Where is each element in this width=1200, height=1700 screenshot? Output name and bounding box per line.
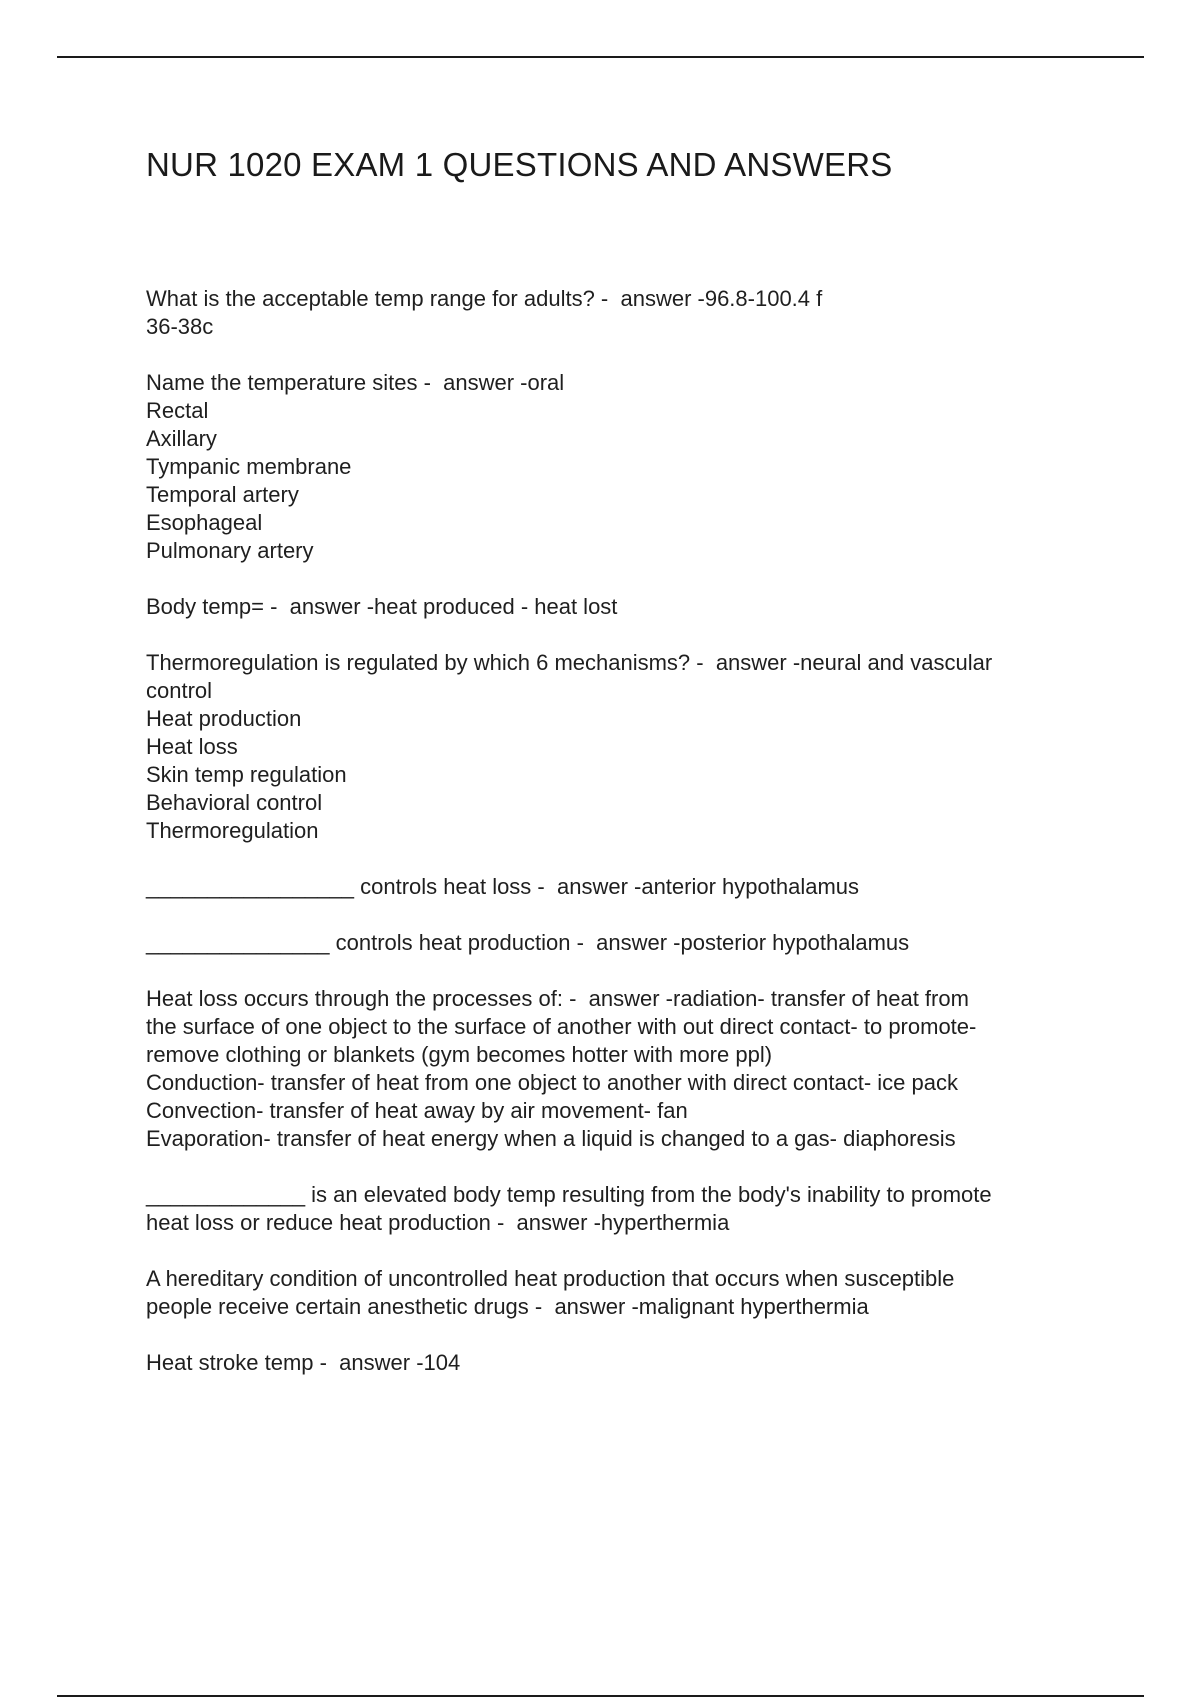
qa-answer-line: Convection- transfer of heat away by air movement- fan (146, 1098, 688, 1123)
qa-answer-line: people receive certain anesthetic drugs - answer -malignant hyperthermia (146, 1294, 869, 1319)
qa-answer-line: Behavioral control (146, 790, 323, 815)
qa-entry (146, 985, 1086, 1153)
qa-answer-line: Axillary (146, 426, 217, 451)
qa-answer-line: Heat loss (146, 734, 238, 759)
qa-answer-line: Rectal (146, 398, 209, 423)
qa-answer-line: the surface of one object to the surface of another with out direct contact- to promote- (146, 1014, 977, 1039)
top-rule (57, 56, 1144, 58)
qa-entry (146, 649, 1086, 845)
qa-answer-line: control (146, 678, 213, 703)
qa-entry (146, 1181, 1086, 1237)
qa-entry (146, 593, 1086, 621)
qa-answer-line: Conduction- transfer of heat from one object to another with direct contact- ice pack (146, 1070, 958, 1095)
qa-answer-line: Thermoregulation (146, 818, 319, 843)
qa-answer-line: remove clothing or blankets (gym becomes hotter with more ppl) (146, 1042, 773, 1067)
qa-answer-line: Esophageal (146, 510, 263, 535)
qa-question-line: _____________ is an elevated body temp resulting from the body's inability to promote (146, 1182, 992, 1207)
qa-answer-line: Temporal artery (146, 482, 299, 507)
qa-question-line: What is the acceptable temp range for adults? - answer -96.8-100.4 f (146, 286, 823, 311)
qa-entry (146, 929, 1086, 957)
qa-list (146, 285, 1086, 1405)
qa-entry (146, 1349, 1086, 1377)
qa-answer-line: Pulmonary artery (146, 538, 314, 563)
qa-entry (146, 369, 1086, 565)
qa-question-line: Heat stroke temp - answer -104 (146, 1350, 461, 1375)
qa-answer-line: Skin temp regulation (146, 762, 347, 787)
qa-answer-line: Evaporation- transfer of heat energy when a liquid is changed to a gas- diaphoresis (146, 1126, 956, 1151)
qa-question-line: Thermoregulation is regulated by which 6 mechanisms? - answer -neural and vascular (146, 650, 993, 675)
qa-question-line: Name the temperature sites - answer -oral (146, 370, 565, 395)
bottom-rule (57, 1695, 1144, 1697)
qa-entry (146, 1265, 1086, 1321)
qa-question-line: Heat loss occurs through the processes of: - answer -radiation- transfer of heat from (146, 986, 969, 1011)
qa-entry (146, 873, 1086, 901)
qa-question-line: _________________ controls heat loss - answer -anterior hypothalamus (146, 874, 860, 899)
qa-entry (146, 285, 1086, 341)
qa-answer-line: 36-38c (146, 314, 214, 339)
qa-question-line: Body temp= - answer -heat produced - heat lost (146, 594, 618, 619)
qa-question-line: _______________ controls heat production - answer -posterior hypothalamus (146, 930, 910, 955)
document-title: NUR 1020 EXAM 1 QUESTIONS AND ANSWERS (146, 146, 893, 183)
qa-question-line: A hereditary condition of uncontrolled heat production that occurs when susceptible (146, 1266, 955, 1291)
qa-answer-line: Heat production (146, 706, 302, 731)
qa-answer-line: heat loss or reduce heat production - answer -hyperthermia (146, 1210, 730, 1235)
qa-answer-line: Tympanic membrane (146, 454, 352, 479)
